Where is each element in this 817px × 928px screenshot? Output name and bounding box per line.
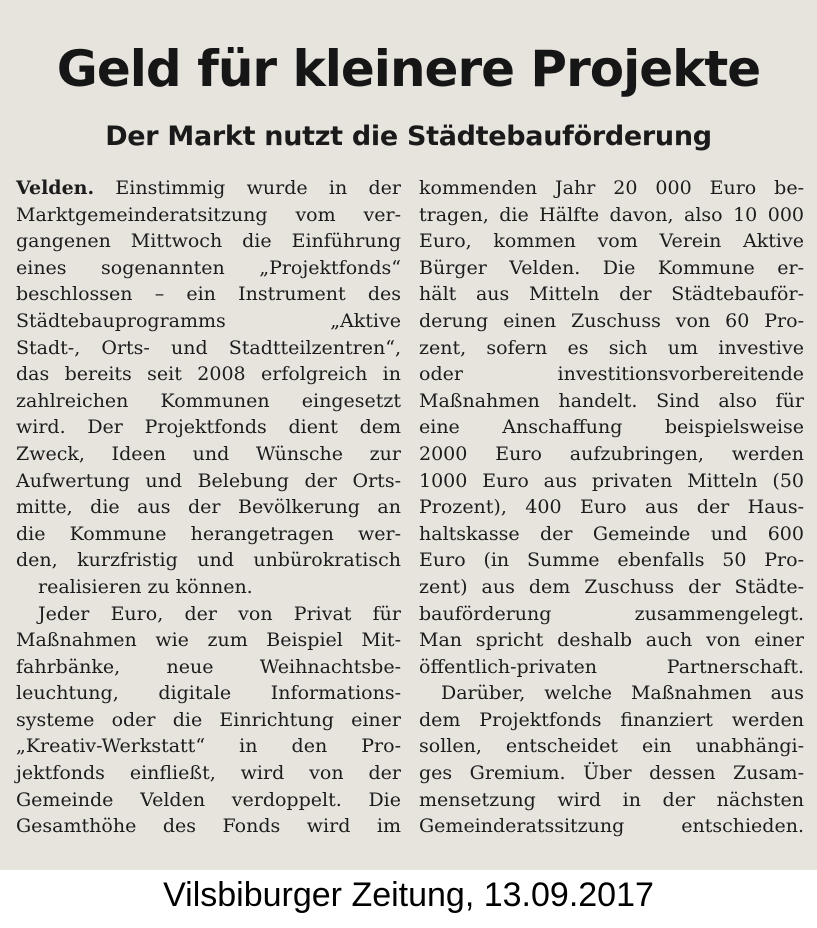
text-line: Jeder Euro, der von Privat für <box>38 602 401 625</box>
text-line: Euro (in Summe ebenfalls 50 Pro- <box>419 549 804 572</box>
text-line: Maßnahmen handelt. Sind also für <box>419 389 804 412</box>
article-column-left <box>16 175 401 840</box>
text-line: beschlossen – ein Instrument des <box>16 283 401 306</box>
text-line: eines sogenannten „Projektfonds“ <box>16 256 401 279</box>
text-line: Prozent), 400 Euro aus der Haus- <box>419 496 804 519</box>
text-line: Euro, kommen vom Verein Aktive <box>419 230 804 253</box>
text-line: mitte, die aus der Bevölkerung an <box>16 496 401 519</box>
text-line: 1000 Euro aus privaten Mitteln (50 <box>419 469 804 492</box>
text-line: den, kurzfristig und unbürokratisch <box>16 549 401 572</box>
text-line: oder investitionsvorbereitende <box>419 363 804 386</box>
text-line: Man spricht deshalb auch von einer <box>419 629 804 652</box>
text-line: Zweck, Ideen und Wünsche zur <box>16 442 401 465</box>
text-line: zahlreichen Kommunen eingesetzt <box>16 389 401 412</box>
text-line: fahrbänke, neue Weihnachtsbe- <box>16 655 401 678</box>
text-line: „Kreativ-Werkstatt“ in den Pro- <box>16 735 401 758</box>
text-line: wird. Der Projektfonds dient dem <box>16 416 401 439</box>
text-line: Aufwertung und Belebung der Orts- <box>16 469 401 492</box>
source-caption: Vilsbiburger Zeitung, 13.09.2017 <box>163 876 654 914</box>
text-line: tragen, die Hälfte davon, also 10 000 <box>419 203 804 226</box>
text-line: systeme oder die Einrichtung einer <box>16 708 401 731</box>
dateline: Velden. <box>16 177 95 199</box>
text-line: Gesamthöhe des Fonds wird im <box>16 815 401 838</box>
text-line: die Kommune herangetragen wer- <box>16 522 401 545</box>
text-line: öffentlich-privaten Partnerschaft. <box>419 655 804 678</box>
text-line: Maßnahmen wie zum Beispiel Mit- <box>16 629 401 652</box>
text-line: eine Anschaffung beispielsweise <box>419 416 804 439</box>
headline: Geld für kleinere Projekte <box>56 40 761 98</box>
subheadline: Der Markt nutzt die Städtebauförderung <box>105 121 712 152</box>
text-line: kommenden Jahr 20 000 Euro be- <box>419 177 804 199</box>
article-column-right <box>419 175 804 840</box>
text-line: gangenen Mittwoch die Einführung <box>16 230 401 253</box>
text-line: haltskasse der Gemeinde und 600 <box>419 522 804 545</box>
text-line: das bereits seit 2008 erfolgreich in <box>16 363 401 386</box>
text-line: Marktgemeinderatsitzung vom ver- <box>16 203 401 226</box>
text-line: Velden. Einstimmig wurde in der <box>16 177 401 199</box>
text-line: mensetzung wird in der nächsten <box>419 788 804 811</box>
text-line: Stadt-, Orts- und Stadtteilzentren“, <box>16 336 401 359</box>
text-line: sollen, entscheidet ein unabhängi- <box>419 735 804 758</box>
text-line: zent, sofern es sich um investive <box>419 336 804 359</box>
text-line: bauförderung zusammengelegt. <box>419 602 804 625</box>
text-line: Bürger Velden. Die Kommune er- <box>419 256 804 279</box>
text-line: dem Projektfonds finanziert werden <box>419 708 804 731</box>
text-line: Darüber, welche Maßnahmen aus <box>441 682 804 705</box>
text-line: realisieren zu können. <box>38 575 253 598</box>
text-line: derung einen Zuschuss von 60 Pro- <box>419 309 804 332</box>
text-line: Gemeinderatssitzung entschieden. <box>419 815 804 838</box>
text-line: 2000 Euro aufzubringen, werden <box>419 442 804 465</box>
text-line: jektfonds einfließt, wird von der <box>16 762 401 785</box>
text-line: leuchtung, digitale Informations- <box>16 682 401 705</box>
text-line: Städtebauprogramms „Aktive <box>16 309 401 332</box>
text-line: ges Gremium. Über dessen Zusam- <box>419 762 804 785</box>
text-line: hält aus Mitteln der Städtebauför- <box>419 283 804 306</box>
text-line: zent) aus dem Zuschuss der Städte- <box>419 575 804 598</box>
text-line: Gemeinde Velden verdoppelt. Die <box>16 788 401 811</box>
